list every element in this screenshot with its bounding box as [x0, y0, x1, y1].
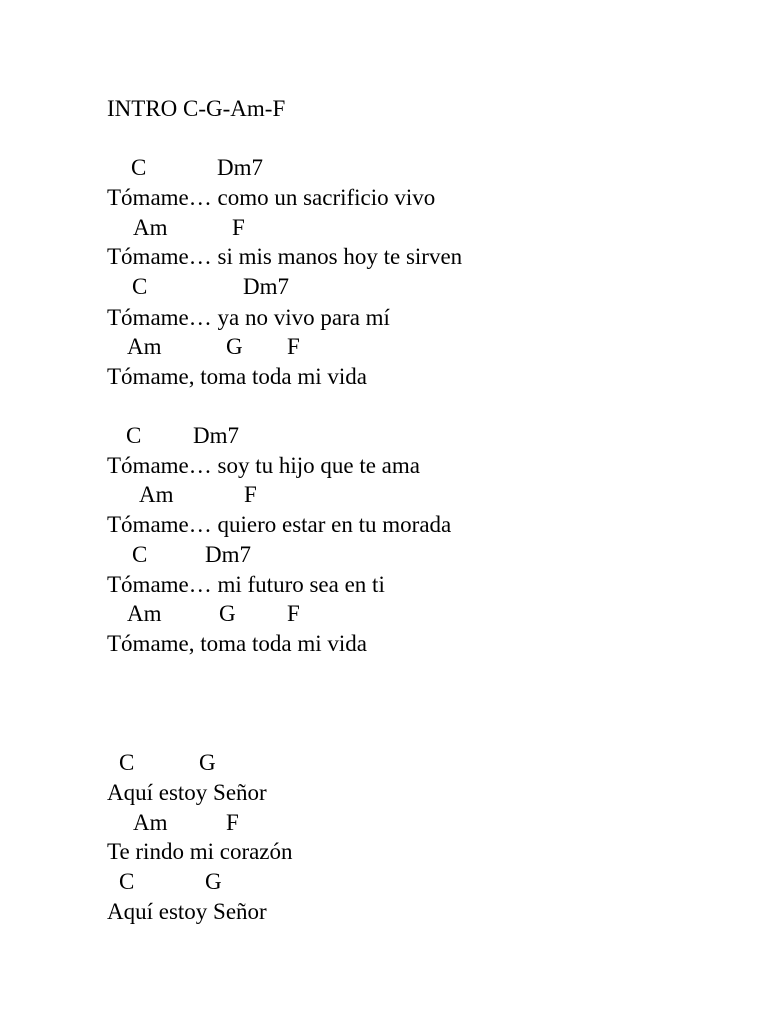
chord: Am — [139, 482, 174, 507]
chord: Dm7 — [243, 274, 289, 299]
lyric-line: Tómame… si mis manos hoy te sirven — [107, 244, 463, 269]
chord: C — [131, 155, 147, 180]
chord: G — [226, 334, 243, 359]
chord: Dm7 — [217, 155, 263, 180]
lyric-line: Aquí estoy Señor — [107, 780, 267, 805]
intro-line: INTRO C-G-Am-F — [107, 96, 286, 121]
lyric-line: Tómame… como un sacrificio vivo — [107, 185, 436, 210]
lyric-line: Tómame… soy tu hijo que te ama — [107, 453, 420, 478]
chord: C — [126, 423, 142, 448]
chord: C — [132, 274, 148, 299]
chord: Dm7 — [205, 542, 251, 567]
lyric-line: Tómame, toma toda mi vida — [107, 631, 367, 656]
chord: Am — [127, 334, 162, 359]
chord: F — [244, 482, 257, 507]
chord: G — [219, 601, 236, 626]
chord: F — [287, 601, 300, 626]
chord: F — [226, 810, 239, 835]
chord: Dm7 — [193, 423, 239, 448]
chord: Am — [133, 810, 168, 835]
chord: G — [199, 750, 216, 775]
lyric-line: Tómame… quiero estar en tu morada — [107, 512, 452, 537]
chord: G — [205, 869, 222, 894]
chord: C — [119, 869, 135, 894]
lyric-line: Tómame… ya no vivo para mí — [107, 305, 390, 330]
chord: F — [232, 215, 245, 240]
lyric-line: Tómame, toma toda mi vida — [107, 364, 367, 389]
lyric-line: Aquí estoy Señor — [107, 899, 267, 924]
chord: C — [132, 542, 148, 567]
lyric-line: Te rindo mi corazón — [107, 839, 293, 864]
chord: Am — [133, 215, 168, 240]
chord: Am — [127, 601, 162, 626]
chord: C — [119, 750, 135, 775]
chord: F — [287, 334, 300, 359]
lyric-line: Tómame… mi futuro sea en ti — [107, 572, 385, 597]
